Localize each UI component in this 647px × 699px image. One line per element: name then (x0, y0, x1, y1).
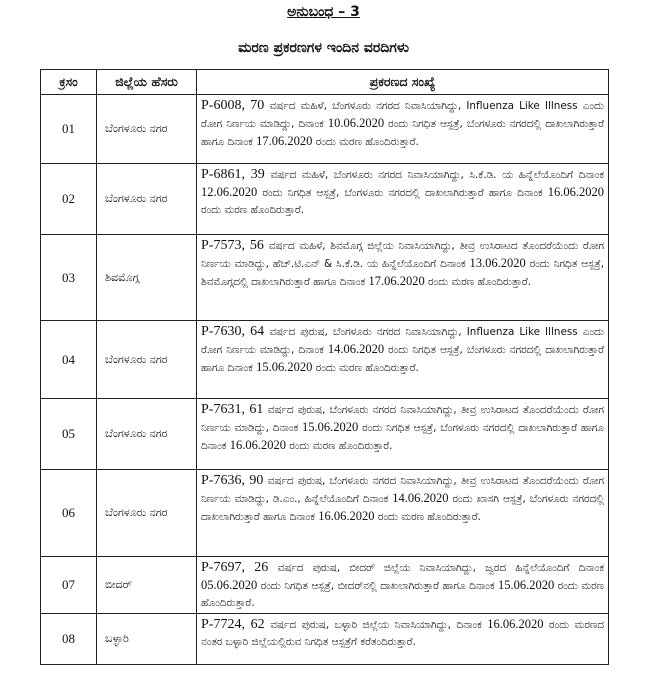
table-header-row (41, 70, 609, 95)
case-description: ವರ್ಷದ ಪುರುಷ, ಬೆಂಗಳೂರು ನಗರದ ನಿವಾಸಿಯಾಗಿದ್ದು, ತೀವ್ರ ಉಸಿರಾಟದ ತೊಂದರೆಯೆಂದು ರೋಗ ನಿರ್ಣಯ ಮಾಡಿದ್ದು, ಡಿ.ಎಂ., ಹಿನ್ನೆಲೆಯೊಂದಿಗೆ ದಿನಾಂಕ 14.06.2020 ರಂದು ಖಾಸಗಿ ಆಸ್ಪತ್ರೆ, ಬೆಂಗಳೂರು ನಗರದಲ್ಲಿ ದಾಖಲಾಗಿರುತ್ತಾರೆ ಹಾಗೂ ದಿನಾಂಕ 16.06.2020 ರಂದು ಮರಣ ಹೊಂದಿರುತ್ತಾರೆ. (201, 475, 605, 523)
patient-id: P-7724, 62 (201, 617, 271, 632)
cell-case-details (197, 235, 609, 321)
cell-district: ಬೆಂಗಳೂರು ನಗರ (97, 95, 197, 164)
cell-district: ಬಳ್ಳಾರಿ (97, 614, 197, 665)
cell-sl-no: 08 (41, 614, 97, 665)
patient-id: P-6008, 70 (201, 98, 270, 113)
patient-id: P-7636, 90 (201, 473, 268, 488)
cell-sl-no: 07 (41, 557, 97, 614)
patient-id: P-7631, 61 (201, 402, 268, 417)
cell-case-details (197, 470, 609, 557)
table-row (41, 235, 609, 321)
cell-case-details (197, 614, 609, 665)
cell-case-details (197, 557, 609, 614)
cell-district: ಬೆಂಗಳೂರು ನಗರ (97, 470, 197, 557)
annexure-title: ಅನುಬಂಧ – 3 (287, 4, 360, 20)
patient-id: P-6861, 39 (201, 167, 271, 182)
case-description: ವರ್ಷದ ಮಹಿಳೆ, ಶಿವಮೊಗ್ಗ ಜಿಲ್ಲೆಯ ನಿವಾಸಿಯಾಗಿದ್ದು, ತೀವ್ರ ಉಸಿರಾಟದ ತೊಂದರೆಯೆಂದು ರೋಗ ನಿರ್ಣಯ ಮಾಡಿದ್ದು, ಹೆಚ್.ಟಿ.ಎನ್ & ಸಿ.ಕೆ.ಡಿ. ಯ ಹಿನ್ನೆಲೆಯೊಂದಿಗೆ ದಿನಾಂಕ 13.06.2020 ರಂದು ನಿಗಧಿತ ಆಸ್ಪತ್ರೆ, ಶಿವಮೊಗ್ಗದಲ್ಲಿ ದಾಖಲಾಗಿರುತ್ತಾರೆ ಹಾಗೂ ದಿನಾಂಕ 17.06.2020 ರಂದು ಮರಣ ಹೊಂದಿರುತ್ತಾರೆ. (201, 240, 605, 288)
case-description: ವರ್ಷದ ಮಹಿಳೆ, ಬೆಂಗಳೂರು ನಗರದ ನಿವಾಸಿಯಾಗಿದ್ದು, Influenza Like Illness ಎಂದು ರೋಗ ನಿರ್ಣಯ ಮಾಡಿದ್ದು, ದಿನಾಂಕ 10.06.2020 ರಂದು ನಿಗಧಿತ ಆಸ್ಪತ್ರೆ, ಬೆಂಗಳೂರು ನಗರದಲ್ಲಿ ದಾಖಲಾಗಿರುತ್ತಾರೆ ಹಾಗೂ ದಿನಾಂಕ 17.06.2020 ರಂದು ಮರಣ ಹೊಂದಿರುತ್ತಾರೆ. (201, 100, 605, 148)
table-row (41, 164, 609, 235)
cell-case-details (197, 321, 609, 399)
death-cases-table (40, 69, 609, 665)
table-row (41, 321, 609, 399)
header-sl-no: ಕ್ರಸಂ (41, 70, 97, 95)
header-district: ಜಿಲ್ಲೆಯ ಹೆಸರು (97, 70, 197, 95)
cell-case-details (197, 164, 609, 235)
cell-sl-no: 06 (41, 470, 97, 557)
cell-sl-no: 03 (41, 235, 97, 321)
header-case-no: ಪ್ರಕರಣದ ಸಂಖ್ಯೆ (197, 70, 609, 95)
cell-district: ಬೆಂಗಳೂರು ನಗರ (97, 164, 197, 235)
case-description: ವರ್ಷದ ಮಹಿಳೆ, ಬೆಂಗಳೂರು ನಗರದ ನಿವಾಸಿಯಾಗಿದ್ದು, ಸಿ.ಕೆ.ಡಿ. ಯ ಹಿನ್ನೆಲೆಯೊಂದಿಗೆ ದಿನಾಂಕ 12.06.2020 ರಂದು ನಿಗಧಿತ ಆಸ್ಪತ್ರೆ, ಬೆಂಗಳೂರು ನಗರದಲ್ಲಿ ದಾಖಲಾಗಿರುತ್ತಾರೆ ಹಾಗೂ ದಿನಾಂಕ 16.06.2020 ರಂದು ಮರಣ ಹೊಂದಿರುತ್ತಾರೆ. (201, 169, 605, 216)
cell-sl-no: 02 (41, 164, 97, 235)
cell-district: ಶಿವಮೊಗ್ಗ (97, 235, 197, 321)
patient-id: P-7573, 56 (201, 238, 269, 253)
cell-case-details (197, 399, 609, 470)
case-description: ವರ್ಷದ ಪುರುಷ, ಬೆಂಗಳೂರು ನಗರದ ನಿವಾಸಿಯಾಗಿದ್ದು, Influenza Like Illness ಎಂದು ರೋಗ ನಿರ್ಣಯ ಮಾಡಿದ್ದು, ದಿನಾಂಕ 14.06.2020 ರಂದು ನಿಗಧಿತ ಆಸ್ಪತ್ರೆ, ಬೆಂಗಳೂರು ನಗರದಲ್ಲಿ ದಾಖಲಾಗಿರುತ್ತಾರೆ ಹಾಗೂ ದಿನಾಂಕ 15.06.2020 ರಂದು ಮರಣ ಹೊಂದಿರುತ್ತಾರೆ. (201, 326, 605, 374)
patient-id: P-7630, 64 (201, 324, 270, 339)
case-description: ವರ್ಷದ ಪುರುಷ, ಬೆಂಗಳೂರು ನಗರದ ನಿವಾಸಿಯಾಗಿದ್ದು, ತೀವ್ರ ಉಸಿರಾಟದ ತೊಂದರೆಯೆಂದು ರೋಗ ನಿರ್ಣಯ ಮಾಡಿದ್ದು, ದಿನಾಂಕ 15.06.2020 ರಂದು ನಿಗಧಿತ ಆಸ್ಪತ್ರೆ, ಬೆಂಗಳೂರು ನಗರದಲ್ಲಿ ದಾಖಲಾಗಿರುತ್ತಾರೆ ಹಾಗೂ ದಿನಾಂಕ 16.06.2020 ರಂದು ಮರಣ ಹೊಂದಿರುತ್ತಾರೆ. (201, 404, 604, 452)
cell-district: ಬೀದರ್ (97, 557, 197, 614)
cell-sl-no: 01 (41, 95, 97, 164)
cell-district: ಬೆಂಗಳೂರು ನಗರ (97, 399, 197, 470)
table-row (41, 95, 609, 164)
case-description: ವರ್ಷದ ಪುರುಷ, ಬಳ್ಳಾರಿ ಜಿಲ್ಲೆಯ ನಿವಾಸಿಯಾಗಿದ್ದು, ದಿನಾಂಕ 16.06.2020 ರಂದು ಮರಣದ ನಂತರ ಬಳ್ಳಾರಿ ಜಿಲ್ಲೆಯಲ್ಲಿರುವ ನಿಗಧಿತ ಆಸ್ಪತ್ರೆಗೆ ಕರೆತಂದಿರುತ್ತಾರೆ. (201, 617, 605, 648)
cell-sl-no: 04 (41, 321, 97, 399)
document-subtitle: ಮರಣ ಪ್ರಕರಣಗಳ ಇಂದಿನ ವರದಿಗಳು (238, 40, 409, 56)
table-body (41, 95, 609, 665)
cell-district: ಬೆಂಗಳೂರು ನಗರ (97, 321, 197, 399)
patient-id: P-7697, 26 (201, 560, 278, 575)
case-description: ವರ್ಷದ ಪುರುಷ, ಬೀದರ್ ಜಿಲ್ಲೆಯ ನಿವಾಸಿಯಾಗಿದ್ದು, ಜ್ವರದ ಹಿನ್ನೆಲೆಯೊಂದಿಗೆ ದಿನಾಂಕ 05.06.2020 ರಂದು ನಿಗಧಿತ ಆಸ್ಪತ್ರೆ, ಬೀದರ್‌ನಲ್ಲಿ ದಾಖಲಾಗಿರುತ್ತಾರೆ ಹಾಗೂ ದಿನಾಂಕ 15.06.2020 ರಂದು ಮರಣ ಹೊಂದಿರುತ್ತಾರೆ. (201, 562, 605, 609)
cell-case-details (197, 95, 609, 164)
cell-sl-no: 05 (41, 399, 97, 470)
table-row (41, 557, 609, 614)
table-row (41, 399, 609, 470)
table-row (41, 614, 609, 665)
table-row (41, 470, 609, 557)
